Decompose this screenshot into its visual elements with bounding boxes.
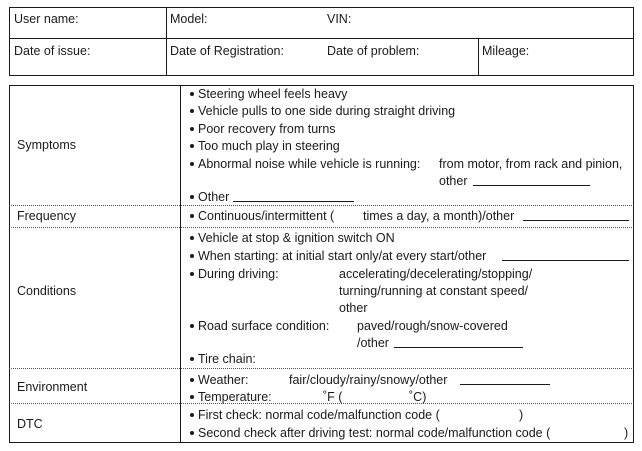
bullet-icon <box>190 236 194 240</box>
symptom-option[interactable]: Too much play in steering <box>198 139 340 153</box>
bullet-icon <box>190 92 194 96</box>
road-options[interactable]: /other <box>357 336 389 350</box>
symptoms-label: Symptoms <box>17 138 77 152</box>
dtc-second-close: ) <box>624 426 629 440</box>
bullet-icon <box>190 254 194 258</box>
bullet-icon <box>190 324 194 328</box>
row-divider-environment <box>9 368 634 369</box>
bullet-icon <box>190 413 194 417</box>
frequency-other-blank[interactable] <box>523 220 629 221</box>
celsius-unit: ˚C) <box>409 390 427 404</box>
condition-option[interactable]: Road surface condition: <box>198 319 330 333</box>
condition-option[interactable]: Vehicle at stop & ignition switch ON <box>198 231 395 245</box>
condition-option[interactable]: During driving: <box>198 267 279 281</box>
header-col-divider <box>166 7 167 76</box>
bullet-icon <box>190 144 194 148</box>
weather-options[interactable]: fair/cloudy/rainy/snowy/other <box>289 373 448 387</box>
user-name-field[interactable]: User name: <box>14 12 79 26</box>
condition-option[interactable]: When starting: at initial start only/at every start/other <box>198 249 487 263</box>
fahrenheit-unit: ˚F ( <box>323 390 343 404</box>
road-other-blank[interactable] <box>394 347 523 348</box>
dtc-option[interactable]: Second check after driving test: normal code/malfunction code ( <box>198 426 551 440</box>
frequency-option-end[interactable]: times a day, a month)/other <box>363 209 515 223</box>
symptom-option[interactable]: Poor recovery from turns <box>198 122 336 136</box>
driving-options[interactable]: accelerating/decelerating/stopping/ <box>339 267 533 281</box>
mileage-col-divider <box>478 38 479 76</box>
model-field[interactable]: Model: <box>170 12 208 26</box>
row-divider-dtc <box>9 403 634 404</box>
noise-other-label: other <box>439 174 468 188</box>
noise-other-blank[interactable] <box>473 185 590 186</box>
conditions-label: Conditions <box>17 284 77 298</box>
symptom-option[interactable]: Vehicle pulls to one side during straight driving <box>198 104 456 118</box>
dtc-label: DTC <box>17 417 43 431</box>
symptom-option[interactable]: Other <box>198 190 230 204</box>
environment-option[interactable]: Temperature: <box>198 390 272 404</box>
environment-option[interactable]: Weather: <box>198 373 249 387</box>
symptom-option[interactable]: Abnormal noise while vehicle is running: <box>198 157 421 171</box>
weather-other-blank[interactable] <box>460 384 550 385</box>
bullet-icon <box>190 127 194 131</box>
bullet-icon <box>190 378 194 382</box>
dtc-option[interactable]: First check: normal code/malfunction code ( <box>198 408 440 422</box>
bullet-icon <box>190 162 194 166</box>
bullet-icon <box>190 195 194 199</box>
environment-label: Environment <box>17 380 88 394</box>
noise-source-options[interactable]: from motor, from rack and pinion, <box>439 157 623 171</box>
frequency-option[interactable]: Continuous/intermittent ( <box>198 209 335 223</box>
bullet-icon <box>190 431 194 435</box>
symptom-option[interactable]: Steering wheel feels heavy <box>198 87 348 101</box>
label-col-divider <box>180 85 181 443</box>
header-table <box>9 7 634 76</box>
bullet-icon <box>190 214 194 218</box>
bullet-icon <box>190 357 194 361</box>
starting-other-blank[interactable] <box>502 260 629 261</box>
road-options[interactable]: paved/rough/snow-covered <box>357 319 508 333</box>
driving-options[interactable]: other <box>339 301 368 315</box>
date-of-issue-field[interactable]: Date of issue: <box>14 44 91 58</box>
date-of-registration-field[interactable]: Date of Registration: <box>170 44 284 58</box>
bullet-icon <box>190 395 194 399</box>
condition-option[interactable]: Tire chain: <box>198 352 256 366</box>
bullet-icon <box>190 272 194 276</box>
frequency-label: Frequency <box>17 209 77 223</box>
date-of-problem-field[interactable]: Date of problem: <box>327 44 420 58</box>
row-divider-conditions <box>9 227 634 228</box>
header-divider <box>9 38 634 39</box>
dtc-first-close: ) <box>519 408 524 422</box>
bullet-icon <box>190 109 194 113</box>
vin-field[interactable]: VIN: <box>327 12 352 26</box>
mileage-field[interactable]: Mileage: <box>482 44 530 58</box>
symptom-other-blank[interactable] <box>233 201 354 202</box>
row-divider-frequency <box>9 205 634 206</box>
driving-options[interactable]: turning/running at constant speed/ <box>339 284 529 298</box>
